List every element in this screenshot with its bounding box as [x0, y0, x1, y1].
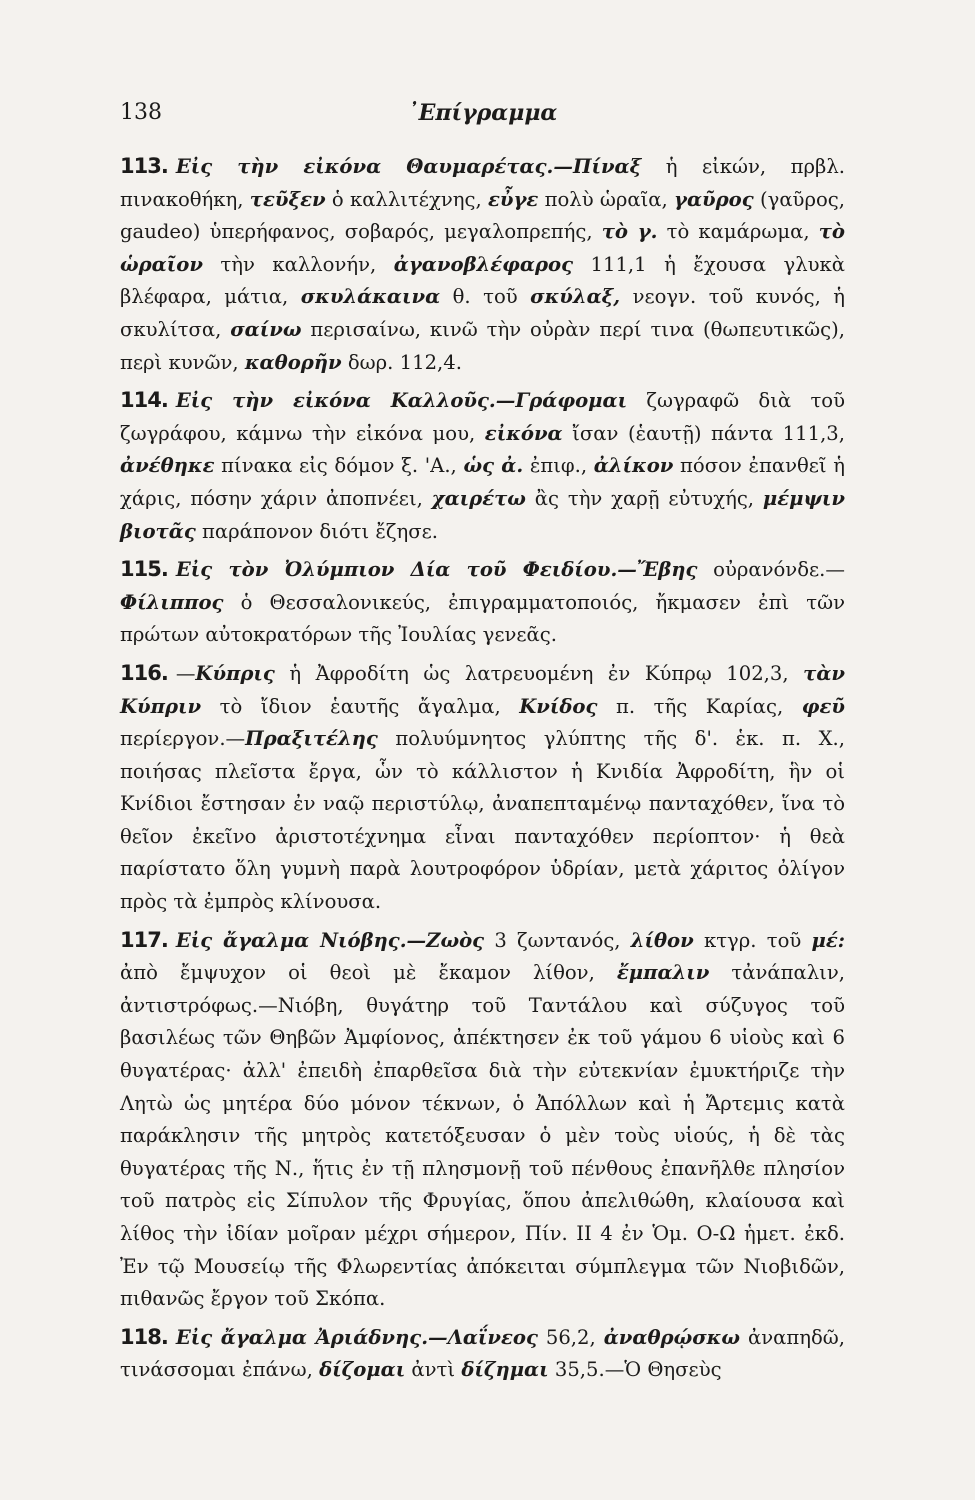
- gloss-text: ἂς τὴν χαρῇ εὐτυχής,: [525, 486, 763, 510]
- gloss-text: παράπονον διότι ἔζησε.: [195, 519, 439, 543]
- lemma-term: εὖγε: [487, 187, 539, 211]
- entry-number: 114.: [120, 388, 168, 413]
- lemma-term: σαίνω: [230, 317, 302, 341]
- page-number: 138: [120, 100, 162, 125]
- entry-118: [120, 1321, 845, 1387]
- lemma-term: ὡς ἀ.: [463, 454, 524, 478]
- lemma-term: Κύπρις: [195, 661, 275, 685]
- entry-115: [120, 553, 845, 652]
- gloss-text: πόσον ἐπανθεῖ ἡ χάρις, πόσην χάριν ἀποπνέει,: [120, 454, 845, 510]
- lemma-term: σκυλάκαινα: [300, 285, 441, 309]
- entry-number: 115.: [120, 557, 168, 582]
- gloss-text: πολυύμνητος γλύπτης τῆς δ'. ἑκ. π. Χ., ποιήσας πλεῖστα ἔργα, ὧν τὸ κάλλιστον ἡ Κνιδία Ἀφροδίτη, ἣν οἱ Κνίδιοι ἔστησαν ἐν ναῷ περιστύλῳ, ἀναπεπταμένῳ πανταχόθεν, ἵνα τὸ θεῖον ἐκεῖνο ἀριστοτέχνημα εἶναι πανταχόθεν περίοπτον· ἡ θεὰ παρίστατο ὅλη γυμνὴ παρὰ λουτροφόρον ὑδρίαν, μετὰ χάριτος ὀλίγον πρὸς τὰ ἐμπρὸς κλίνουσα.: [120, 727, 845, 914]
- gloss-text: 56,2,: [537, 1325, 604, 1349]
- page-header: [120, 100, 845, 134]
- lemma-term: καθορῆν: [244, 350, 342, 374]
- gloss-text: κτγρ. τοῦ: [693, 928, 812, 952]
- lemma-term: λίθον: [630, 928, 694, 952]
- gloss-text: θ. τοῦ: [440, 285, 531, 309]
- entry-number: 118.: [120, 1324, 168, 1349]
- gloss-text: 3 ζωντανός,: [484, 928, 631, 952]
- lemma-term: ἀναθρῴσκω: [603, 1325, 741, 1349]
- lemma-term: Εἰς τὸν Ὀλύμπιον Δία τοῦ Φειδίου.—Ἔβης: [175, 558, 698, 582]
- lemma-term: ἀλίκον: [593, 454, 674, 478]
- lemma-term: ἀνέθηκε: [120, 454, 215, 478]
- lemma-term: γαῦρος: [674, 187, 754, 211]
- lemma-term: Κνίδος: [519, 694, 598, 718]
- lemma-term: χαιρέτω: [431, 486, 526, 510]
- lemma-term: Εἰς ἄγαλμα Νιόβης.—Ζωὸς: [175, 928, 485, 952]
- gloss-text: περίεργον.—: [120, 727, 246, 751]
- body-text: [120, 150, 845, 1392]
- lemma-term: Εἰς ἄγαλμα Ἀριάδνης.—Λαΐνεος: [175, 1325, 538, 1349]
- gloss-text: τἀνάπαλιν, ἀντιστρόφως.—Νιόβη, θυγάτηρ τοῦ Ταντάλου καὶ σύζυγος τοῦ βασιλέως τῶν Θηβῶν Ἀμφίονος, ἀπέκτησεν ἐκ τοῦ γάμου 6 υἱοὺς καὶ 6 θυγατέρας· ἀλλ' ἐπειδὴ ἐπαρθεῖσα διὰ τὴν εὐτεκνίαν ἐμυκτήριζε τὴν Λητὼ ὡς μητέρα δύο μόνον τέκνων, ὁ Ἀπόλλων καὶ ἡ Ἄρτεμις κατὰ παράκλησιν τῆς μητρὸς κατετόξευσαν ὁ μὲν τοὺς υἱούς, ἡ δὲ τὰς θυγατέρας τῆς Ν., ἥτις ἐν τῇ πλησμονῇ τοῦ πένθους ἐπανῆλθε πλησίον τοῦ πατρὸς εἰς Σίπυλον τῆς Φρυγίας, ὅπου ἀπελιθώθη, κλαίουσα καὶ λίθος τὴν ἰδίαν μοῖραν μέχρι σήμερον, Πίν. II 4 ἐν Ὁμ. Ο-Ω ἡμετ. ἐκδ. Ἐν τῷ Μουσείῳ τῆς Φλωρεντίας ἀπόκειται σύμπλεγμα τῶν Νιοβιδῶν, πιθανῶς ἔργον τοῦ Σκόπα.: [120, 961, 846, 1311]
- lemma-term: τεῦξεν: [249, 187, 326, 211]
- lemma-term: Φίλιππος: [120, 590, 224, 614]
- gloss-text: νεογν. τοῦ κυνός, ἡ σκυλίτσα,: [120, 285, 846, 341]
- gloss-text: ἡ εἰκών, πρβλ. πινακοθήκη,: [120, 155, 845, 211]
- lemma-term: μέ:: [811, 928, 846, 952]
- lemma-term: μέμψιν βιοτᾶς: [120, 486, 845, 543]
- gloss-text: 111,1 ἡ ἔχουσα γλυκὰ βλέφαρα, μάτια,: [120, 252, 846, 309]
- entry-number: 113.: [120, 154, 168, 178]
- gloss-text: ἀπὸ ἔμψυχον οἱ θεοὶ μὲ ἔκαμον λίθον,: [120, 961, 617, 985]
- gloss-text: ἀναπηδῶ, τινάσσομαι ἐπάνω,: [120, 1325, 845, 1382]
- gloss-text: τὴν καλλονήν,: [202, 252, 394, 276]
- lemma-term: ἀγανοβλέφαρος: [393, 252, 574, 276]
- lemma-term: Εἰς τὴν εἰκόνα Καλλοῦς.—Γράφομαι: [175, 389, 628, 413]
- entry-117: [120, 924, 845, 1316]
- running-title: ᾿Επίγραμμα: [407, 100, 558, 126]
- lemma-term: τὰν Κύπριν: [120, 661, 845, 718]
- gloss-text: 35,5.—Ὁ Θησεὺς: [548, 1358, 722, 1382]
- gloss-text: —: [175, 661, 196, 685]
- gloss-text: τὸ ἴδιον ἑαυτῆς ἄγαλμα,: [201, 694, 520, 718]
- gloss-text: π. τῆς Καρίας,: [597, 694, 802, 718]
- gloss-text: (γαῦρος, gaudeo) ὑπερήφανος, σοβαρός, μεγαλοπρεπής,: [120, 187, 845, 244]
- gloss-text: ἡ Ἀφροδίτη ὡς λατρευομένη ἐν Κύπρῳ 102,3,: [274, 661, 804, 685]
- gloss-text: ἀντὶ: [405, 1358, 462, 1382]
- gloss-text: ζωγραφῶ διὰ τοῦ ζωγράφου, κάμνω τὴν εἰκόνα μου,: [120, 389, 845, 445]
- gloss-text: περισαίνω, κινῶ τὴν οὐρὰν περί τινα (θωπευτικῶς), περὶ κυνῶν,: [120, 317, 845, 374]
- gloss-text: δωρ. 112,4.: [341, 350, 462, 374]
- lemma-term: τὸ ὡραῖον: [120, 220, 845, 276]
- lemma-term: σκύλαξ,: [530, 285, 621, 309]
- gloss-text: οὐρανόνδε.—: [697, 558, 845, 582]
- entry-116: [120, 657, 845, 919]
- entry-113: [120, 150, 845, 379]
- gloss-text: πολὺ ὡραῖα,: [538, 187, 675, 211]
- entry-number: 117.: [120, 927, 168, 952]
- entry-number: 116.: [120, 660, 168, 685]
- lemma-term: Πραξιτέλης: [245, 727, 378, 751]
- gloss-text: ἴσαν (ἑαυτῇ) πάντα 111,3,: [562, 421, 845, 445]
- lemma-term: φεῦ: [801, 694, 845, 718]
- lemma-term: εἰκόνα: [484, 421, 563, 445]
- gloss-text: πίνακα εἰς δόμον ξ. 'Α.,: [214, 454, 464, 478]
- lemma-term: ἔμπαλιν: [616, 961, 710, 985]
- gloss-text: ὁ καλλιτέχνης,: [325, 187, 488, 211]
- lemma-term: δίζομαι: [319, 1358, 406, 1382]
- lemma-term: Εἰς τὴν εἰκόνα Θαυμαρέτας.—Πίναξ: [175, 155, 642, 178]
- gloss-text: τὸ καμάρωμα,: [657, 220, 819, 244]
- gloss-text: ὁ Θεσσαλονικεύς, ἐπιγραμματοποιός, ἤκμασεν ἐπὶ τῶν πρώτων αὐτοκρατόρων τῆς Ἰουλίας γενεᾶς.: [120, 590, 845, 647]
- entry-114: [120, 384, 845, 548]
- lemma-term: τὸ γ.: [601, 220, 658, 244]
- lemma-term: δίζημαι: [461, 1358, 549, 1382]
- gloss-text: ἐπιφ.,: [523, 454, 594, 478]
